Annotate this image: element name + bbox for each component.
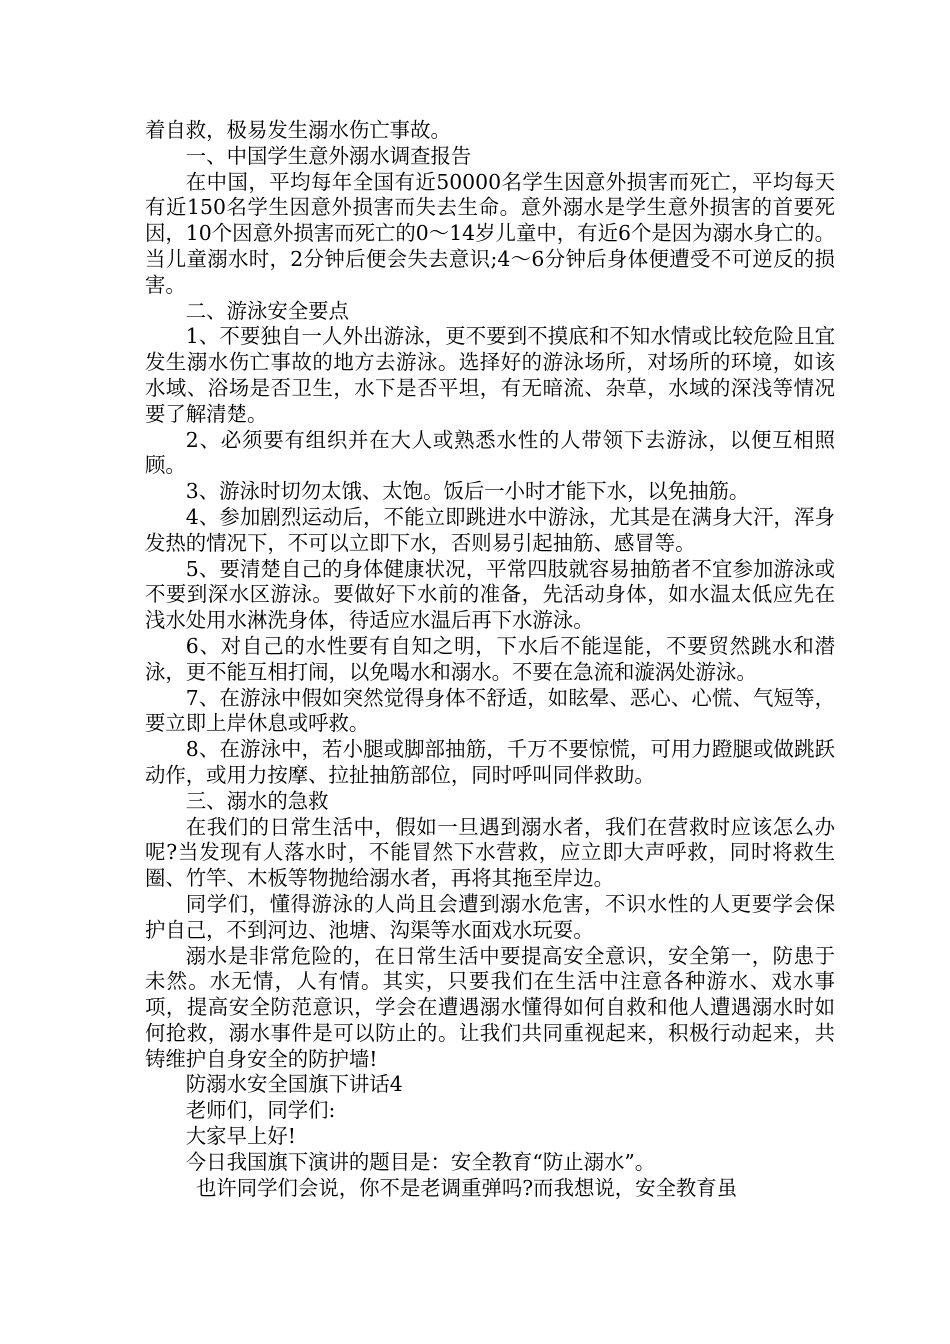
paragraph-conclusion: 溺水是非常危险的，在日常生活中要提高安全意识，安全第一，防患于未然。水无情，人有情。其实，只要我们在生活中注意各种游水、戏水事项，提高安全防范意识，学会在遭遇溺水懂得如何自救和他人遭遇溺水时如何抢救，溺水事件是可以防止的。让我们共同重视起来，积极行动起来，共铸维护自身安全的防护墙! xyxy=(145,943,835,1071)
list-item-rule-3: 3、游泳时切勿太饿、太饱。饭后一小时才能下水，以免抽筋。 xyxy=(185,479,750,504)
list-item-rule-5: 5、要清楚自己的身体健康状况，平常四肢就容易抽筋者不宜参加游泳或不要到深水区游泳。要做好下水前的准备，先活动身体，如水温太低应先在浅水处用水淋洗身体，待适应水温后再下水游泳。 xyxy=(145,556,835,633)
paragraph-survey-body: 在中国，平均每年全国有近50000名学生因意外损害而死亡，平均每天有近150名学生因意外损害而失去生命。意外溺水是学生意外损害的首要死因，10个因意外损害而死亡的0～14岁儿童中，有近6个是因为溺水身亡的。当儿童溺水时，2分钟后便会失去意识;4～6分钟后身体便遭受不可逆反的损害。 xyxy=(145,169,835,297)
list-item-rule-1: 1、不要独自一人外出游泳，更不要到不摸底和不知水情或比较危险且宜发生溺水伤亡事故的地方去游泳。选择好的游泳场所，对场所的环境，如该水域、浴场是否卫生，水下是否平坦，有无暗流、杂草，水域的深浅等情况要了解清楚。 xyxy=(145,324,835,426)
document-page xyxy=(145,118,835,1201)
section-heading-first-aid: 三、溺水的急救 xyxy=(185,788,329,813)
section-heading-swim-safety: 二、游泳安全要点 xyxy=(185,298,349,323)
speech-salutation: 老师们，同学们: xyxy=(185,1098,336,1123)
speech-topic: 今日我国旗下演讲的题目是：安全教育“防止溺水”。 xyxy=(185,1149,656,1174)
section-heading-survey: 一、中国学生意外溺水调查报告 xyxy=(185,143,472,168)
speech-greeting: 大家早上好! xyxy=(185,1124,296,1149)
paragraph-first-aid: 在我们的日常生活中，假如一旦遇到溺水者，我们在营救时应该怎么办呢?当发现有人落水时，不能冒然下水营救，应立即大声呼救，同时将救生圈、竹竿、木板等物抛给溺水者，再将其拖至岸边。 xyxy=(145,814,835,891)
paragraph-continuation: 着自救，极易发生溺水伤亡事故。 xyxy=(145,118,451,142)
list-item-rule-7: 7、在游泳中假如突然觉得身体不舒适，如眩晕、恶心、心慌、气短等，要立即上岸休息或呼救。 xyxy=(145,685,835,736)
paragraph-advice: 同学们，懂得游泳的人尚且会遭到溺水危害，不识水性的人更要学会保护自己，不到河边、池塘、沟渠等水面戏水玩耍。 xyxy=(145,891,835,942)
list-item-rule-2: 2、必须要有组织并在大人或熟悉水性的人带领下去游泳，以便互相照顾。 xyxy=(145,427,835,478)
list-item-rule-6: 6、对自己的水性要有自知之明，下水后不能逞能，不要贸然跳水和潜泳，更不能互相打闹，以免喝水和溺水。不要在急流和漩涡处游泳。 xyxy=(145,633,835,684)
speech-opening: 也许同学们会说，你不是老调重弹吗?而我想说，安全教育虽 xyxy=(196,1175,738,1200)
list-item-rule-8: 8、在游泳中，若小腿或脚部抽筋，千万不要惊慌，可用力蹬腿或做跳跃动作，或用力按摩、拉扯抽筋部位，同时呼叫同伴救助。 xyxy=(145,737,835,787)
list-item-rule-4: 4、参加剧烈运动后，不能立即跳进水中游泳，尤其是在满身大汗，浑身发热的情况下，不可以立即下水，否则易引起抽筋、感冒等。 xyxy=(145,504,835,555)
speech-title: 防溺水安全国旗下讲话4 xyxy=(185,1072,403,1097)
